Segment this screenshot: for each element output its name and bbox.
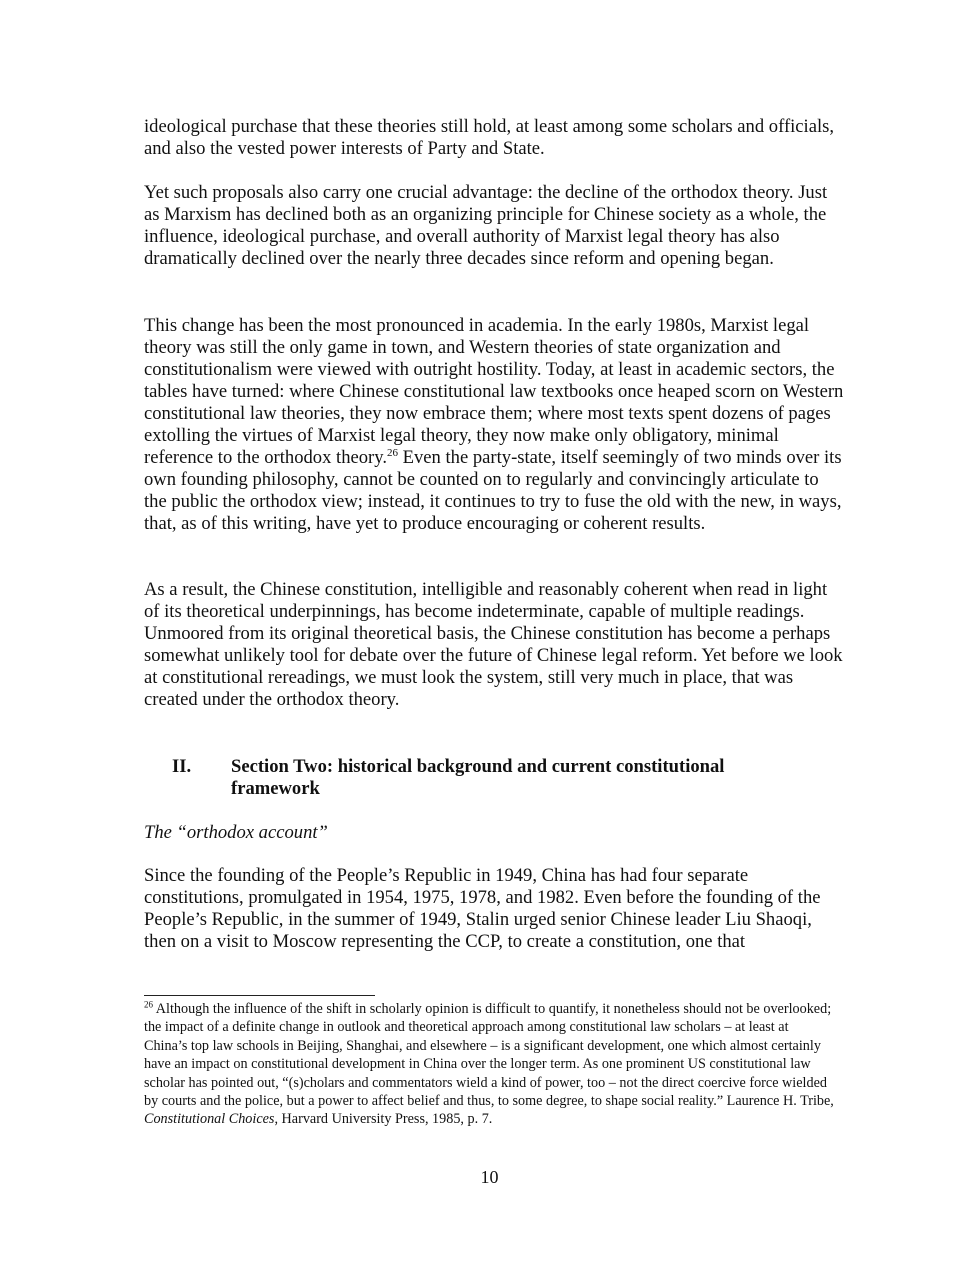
footnote-citation: , Harvard University Press, 1985, p. 7. xyxy=(274,1111,493,1128)
paragraph-3 xyxy=(144,315,844,535)
section-number: II. xyxy=(172,756,192,777)
footnote-book-title: Constitutional Choices xyxy=(144,1111,275,1128)
section-title: Section Two: historical background and current constitutional framework xyxy=(231,756,725,799)
paragraph-1: ideological purchase that these theories still hold, at least among some scholars and officials, and also the vested power interests of Party and State. xyxy=(144,116,835,159)
footnote-26 xyxy=(144,1000,834,1129)
footnote-number: 26 xyxy=(144,999,153,1010)
footnote-reference-26[interactable]: 26 xyxy=(387,446,398,459)
footnote-separator xyxy=(144,995,375,996)
subsection-heading: The “orthodox account” xyxy=(144,822,328,843)
paragraph-3-text-before-note: This change has been the most pronounced in academia. In the early 1980s, Marxist legal theory was still the only game in town, and Western theories of state organization and constitutionalism were viewed with outright hostility. Today, at least in academic sectors, the tables have turned: where Chinese constitutional law textbooks once heaped scorn on Western constitutional law theories, they now embrace them; where most texts spent dozens of pages extolling the virtues of Marxist legal theory, they now make only obligatory, minimal reference to the orthodox theory. xyxy=(144,315,844,468)
page-number: 10 xyxy=(480,1167,499,1187)
paragraph-5: Since the founding of the People’s Republic in 1949, China has had four separate constitutions, promulgated in 1954, 1975, 1978, and 1982. Even before the founding of the People’s Republic, in the summer of 1949, Stalin urged senior Chinese leader Liu Shaoqi, then on a visit to Moscow representing the CCP, to create a constitution, one that xyxy=(144,865,821,952)
footnote-text: Although the influence of the shift in scholarly opinion is difficult to quantify, it nonetheless should not be overlooked; the impact of a definite change in outlook and theoretical approach among constitutional law scholars – at least at China’s top law schools in Beijing, Shanghai, and elsewhere – is a significant development, one which almost certainly have an impact on constitutional development in China over the longer term. As one prominent US constitutional law scholar has pointed out, “(s)cholars and commentators wield a kind of power, too – not the direct coercive force wielded by courts and the police, but a power to affect belief and thus, to some degree, to shape social reality.” Laurence H. Tribe, xyxy=(144,1001,834,1110)
paragraph-2: Yet such proposals also carry one crucial advantage: the decline of the orthodox theory. Just as Marxism has declined both as an organizing principle for Chinese society as a whole, the influence, ideological purchase, and overall authority of Marxist legal theory has also dramatically declined over the nearly three decades since reform and opening began. xyxy=(144,182,828,269)
paragraph-4: As a result, the Chinese constitution, intelligible and reasonably coherent when read in light of its theoretical underpinnings, has become indeterminate, capable of multiple readings. Unmoored from its original theoretical basis, the Chinese constitution has become a perhaps somewhat unlikely tool for debate over the future of Chinese legal reform. Yet before we look at constitutional rereadings, we must look the system, still very much in place, that was created under the orthodox theory. xyxy=(144,579,843,710)
paragraph-3-text-after-note: Even the party-state, itself seemingly of two minds over its own founding philosophy, cannot be counted on to regularly and convincingly articulate to the public the orthodox view; instead, it continues to try to fuse the old with the new, in ways, that, as of this writing, have yet to produce encouraging or coherent results. xyxy=(144,447,842,534)
